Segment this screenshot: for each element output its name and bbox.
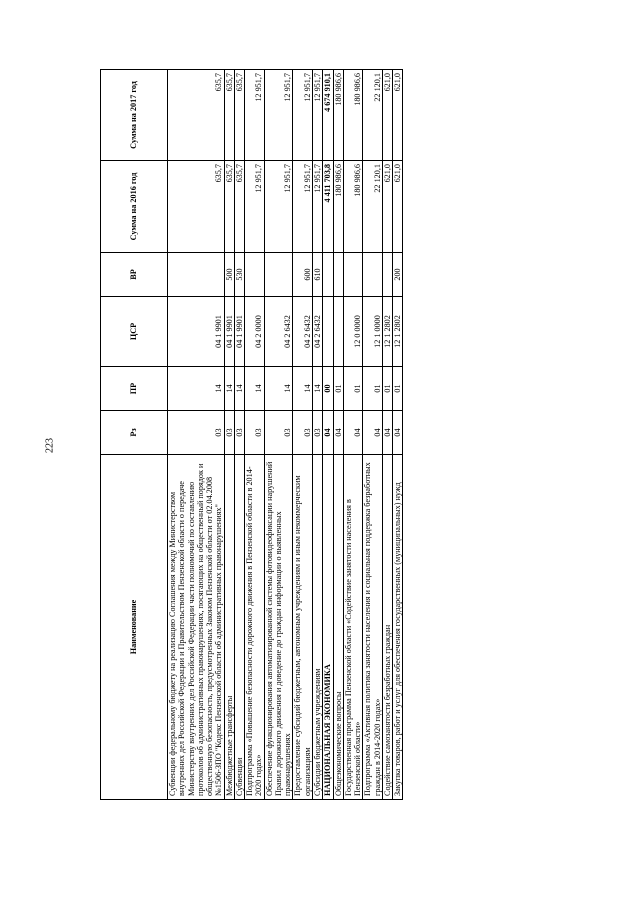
- cell-rz: 03: [245, 411, 265, 455]
- budget-table: [100, 69, 403, 800]
- cell-pr: 00: [323, 367, 333, 411]
- cell-pr: 14: [293, 367, 313, 411]
- cell-rz: 04: [323, 411, 333, 455]
- table-row: [293, 70, 313, 800]
- cell-csr: 04 1 9901: [168, 297, 225, 367]
- cell-vr: [343, 253, 363, 297]
- table-row: [234, 70, 244, 800]
- cell-sum-2016: 12 951,7: [312, 161, 322, 253]
- table-row: [312, 70, 322, 800]
- cell-sum-2017: 12 951,7: [245, 70, 265, 161]
- cell-csr: [333, 297, 343, 367]
- cell-pr: 01: [382, 367, 392, 411]
- cell-vr: [382, 253, 392, 297]
- cell-name: Субвенции федеральному бюджету на реализацию Соглашения между Министерством внутренних дел Российской Федерации и Правительством Пензенской области о передаче Министерству внутренних дел Российской Федерации части полномочий по составлению протоколов об административных правонарушениях, посягающих на общественный порядок и общественную безопасность, предусмотренных Законом Пензенской области от 02.04.2008 №1506-ЗПО "Кодекс Пензенской области об административных правонарушениях": [168, 455, 225, 800]
- cell-vr: 500: [224, 253, 234, 297]
- cell-csr: 12 1 0000: [363, 297, 383, 367]
- cell-sum-2016: 12 951,7: [245, 161, 265, 253]
- cell-rz: 04: [343, 411, 363, 455]
- cell-name: Предоставление субсидий бюджетным, автономным учреждениям и иным некоммерческим организациям: [293, 455, 313, 800]
- cell-rz: 04: [363, 411, 383, 455]
- cell-pr: 14: [224, 367, 234, 411]
- cell-vr: [245, 253, 265, 297]
- table-row: [168, 70, 225, 800]
- table-row: [264, 70, 293, 800]
- cell-csr: 04 2 0000: [245, 297, 265, 367]
- table-row: [343, 70, 363, 800]
- cell-name: Закупка товаров, работ и услуг для обеспечения государственных (муниципальных) нужд: [393, 455, 403, 800]
- cell-rz: 03: [224, 411, 234, 455]
- cell-name: Содействие самозанятости безработных граждан: [382, 455, 392, 800]
- cell-sum-2017: 22 120,1: [363, 70, 383, 161]
- header-rz: Рз: [101, 411, 168, 455]
- cell-sum-2017: 635,7: [234, 70, 244, 161]
- cell-vr: [168, 253, 225, 297]
- cell-vr: 610: [312, 253, 322, 297]
- table-header-row: [101, 70, 168, 800]
- cell-sum-2017: 180 986,6: [343, 70, 363, 161]
- rotated-page-content: [100, 70, 595, 800]
- cell-rz: 03: [293, 411, 313, 455]
- cell-vr: 600: [293, 253, 313, 297]
- cell-sum-2017: 4 674 910,1: [323, 70, 333, 161]
- cell-csr: 04 2 6432: [264, 297, 293, 367]
- cell-sum-2016: 12 951,7: [293, 161, 313, 253]
- table-row: [382, 70, 392, 800]
- cell-name: Общеэкономические вопросы: [333, 455, 343, 800]
- cell-sum-2017: 621,0: [393, 70, 403, 161]
- cell-vr: [333, 253, 343, 297]
- cell-name: НАЦИОНАЛЬНАЯ ЭКОНОМИКА: [323, 455, 333, 800]
- cell-vr: [323, 253, 333, 297]
- cell-csr: 04 2 6432: [293, 297, 313, 367]
- cell-rz: 03: [234, 411, 244, 455]
- cell-csr: 04 1 9901: [224, 297, 234, 367]
- cell-csr: [323, 297, 333, 367]
- cell-csr: 04 2 6432: [312, 297, 322, 367]
- header-sum-2016: Сумма на 2016 год: [101, 161, 168, 253]
- cell-sum-2016: 635,7: [168, 161, 225, 253]
- cell-pr: 14: [168, 367, 225, 411]
- cell-sum-2016: 22 120,1: [363, 161, 383, 253]
- cell-pr: 14: [264, 367, 293, 411]
- cell-csr: 12 0 0000: [343, 297, 363, 367]
- cell-name: Межбюджетные трансферты: [224, 455, 234, 800]
- cell-sum-2016: 4 411 703,8: [323, 161, 333, 253]
- cell-vr: 530: [234, 253, 244, 297]
- cell-vr: [264, 253, 293, 297]
- cell-sum-2016: 12 951,7: [264, 161, 293, 253]
- cell-sum-2017: 621,0: [382, 70, 392, 161]
- cell-sum-2017: 635,7: [224, 70, 234, 161]
- table-row: [323, 70, 333, 800]
- cell-sum-2017: 12 951,7: [264, 70, 293, 161]
- table-row: [363, 70, 383, 800]
- header-vr: ВР: [101, 253, 168, 297]
- cell-csr: 12 1 2802: [393, 297, 403, 367]
- cell-sum-2016: 180 986,6: [343, 161, 363, 253]
- cell-pr: 01: [363, 367, 383, 411]
- cell-pr: 14: [245, 367, 265, 411]
- cell-name: Субвенции: [234, 455, 244, 800]
- cell-csr: 04 1 9901: [234, 297, 244, 367]
- cell-sum-2016: 180 986,6: [333, 161, 343, 253]
- cell-name: Государственная программа Пензенской области «Содействие занятости населения в Пензенской области»: [343, 455, 363, 800]
- cell-sum-2017: 635,7: [168, 70, 225, 161]
- cell-pr: 01: [343, 367, 363, 411]
- cell-sum-2017: 180 986,6: [333, 70, 343, 161]
- cell-rz: 03: [168, 411, 225, 455]
- cell-rz: 04: [393, 411, 403, 455]
- header-sum-2017: Сумма на 2017 год: [101, 70, 168, 161]
- cell-name: Обеспечение функционирования автоматизированной системы фотовидеофиксации нарушений Правил дорожного движения и доведение до граждан информации о выявленных правонарушениях: [264, 455, 293, 800]
- cell-name: Подпрограмма «Повышение безопасности дорожного движения в Пензенской области в 2014-2020 годах»: [245, 455, 265, 800]
- table-body: [168, 70, 403, 800]
- table-row: [393, 70, 403, 800]
- cell-sum-2016: 635,7: [224, 161, 234, 253]
- cell-pr: 01: [333, 367, 343, 411]
- cell-rz: 04: [382, 411, 392, 455]
- cell-name: Субсидии бюджетным учреждениям: [312, 455, 322, 800]
- cell-csr: 12 1 2802: [382, 297, 392, 367]
- header-pr: ПР: [101, 367, 168, 411]
- cell-pr: 14: [234, 367, 244, 411]
- cell-vr: [363, 253, 383, 297]
- cell-sum-2016: 635,7: [234, 161, 244, 253]
- page-number: 223: [44, 438, 56, 453]
- header-csr: ЦСР: [101, 297, 168, 367]
- cell-rz: 03: [264, 411, 293, 455]
- cell-sum-2016: 621,0: [382, 161, 392, 253]
- cell-name: Подпрограмма «Активная политика занятости населения и социальная поддержка безработных граждан в 2014-2020 годах»: [363, 455, 383, 800]
- cell-rz: 03: [312, 411, 322, 455]
- cell-pr: 01: [393, 367, 403, 411]
- cell-sum-2017: 12 951,7: [312, 70, 322, 161]
- cell-pr: 14: [312, 367, 322, 411]
- table-row: [333, 70, 343, 800]
- cell-vr: 200: [393, 253, 403, 297]
- table-row: [224, 70, 234, 800]
- table-row: [245, 70, 265, 800]
- cell-sum-2017: 12 951,7: [293, 70, 313, 161]
- cell-sum-2016: 621,0: [393, 161, 403, 253]
- header-name: Наименование: [101, 455, 168, 800]
- cell-rz: 04: [333, 411, 343, 455]
